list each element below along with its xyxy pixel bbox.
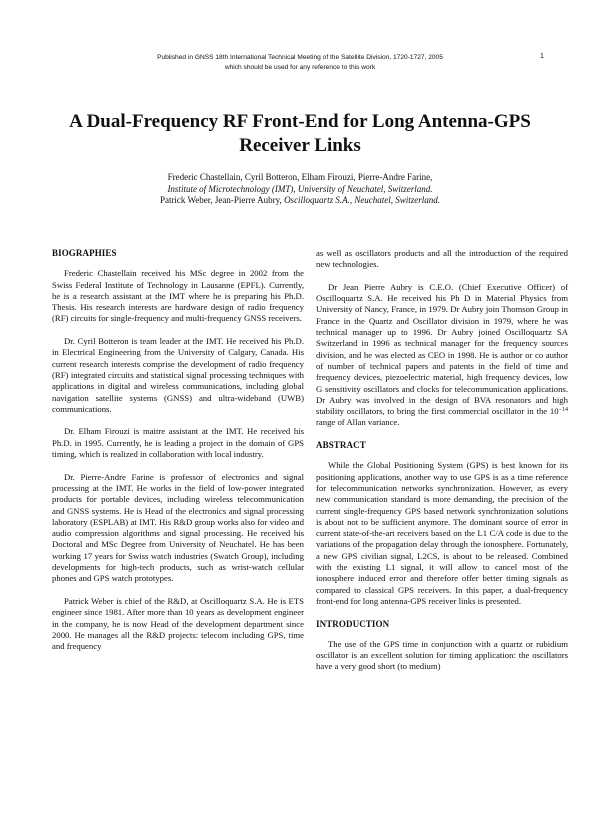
bio-aubry (316, 282, 568, 429)
page-number: 1 (540, 53, 544, 60)
running-header (0, 53, 600, 73)
bio-weber-continued: as well as oscillators products and all the introduction of the required new technologies. (316, 248, 568, 270)
bio-firouzi: Dr. Elham Firouzi is maitre assistant at the IMT. He received his Ph.D. in 1995. Currently, he is leading a project in the domain of GPS timing, which is realized in collaboration with local industry. (52, 426, 304, 460)
introduction-text: The use of the GPS time in conjunction with a quartz or rubidium oscillator is an excellent solution for timing application: the oscillators have a very good short (to medium) (316, 638, 568, 672)
paper-title (40, 110, 560, 158)
left-column (52, 248, 304, 664)
abstract-text: While the Global Positioning System (GPS) is best known for its positioning applications, another way to use GPS is as a time reference for telecommunication networks synchronization. However, as every new communication standard is more demanding, the precision of the current single-frequency GPS based network synchronization solutions is about not to be sufficient anymore. The dominant source of error in current state-of-the-art receivers based on the L1 C/A code is due to the variations of the propagation delay through the ionosphere. Fortunately, a new GPS civilian signal, L2CS, is about to be released. Combined with the existing L1 signal, it will allow to cancel most of the ionosphere induced error and therefore offer better timing signals as compared to classical GPS receivers. In this paper, a dual-frequency front-end for long antenna-GPS receiver links is presented. (316, 460, 568, 606)
author-names-2: Patrick Weber, Jean-Pierre Aubry, (159, 195, 285, 205)
title-line-1: A Dual-Frequency RF Front-End for Long Antenna-GPS (69, 111, 531, 132)
bio-aubry-text: Dr Jean Pierre Aubry is C.E.O. (Chief Executive Officer) of Oscilloquartz S.A. He received his Ph D in Material Physics from University of Nancy, France, in 1979. Dr Aubry join Thomson Group in France in the Quartz and Oscillator division in 1979, where he was technical manager up to 1996. Dr Aubry joined Oscilloquartz SA Switzerland in 1996 as technical manager for the frequency sources division, and he was elected as CEO in 1998. He is author or co author of number of technical papers and patents in the field of time and frequency devices, piezoelectric material, high frequency devices, low G sensitivity oscillators and clocks for telecommunication applications. Dr Aubry was involved in the design of BVA resonators and high stability oscillators, to bring the first commercial oscillator in the 10 (316, 281, 568, 417)
right-column (316, 248, 568, 684)
bio-aubry-text-end: range of Allan variance. (316, 417, 400, 428)
abstract-heading: ABSTRACT (316, 440, 366, 451)
header-line-1: Published in GNSS 18th International Technical Meeting of the Satellite Division, 1720-1727, 2005 (157, 54, 443, 61)
biographies-heading: BIOGRAPHIES (52, 248, 117, 258)
title-line-2: Receiver Links (239, 135, 361, 156)
bio-farine: Dr. Pierre-Andre Farine is professor of electronics and signal processing at the IMT. He works in the field of low-power integrated products for portable devices, including wireless telecommunication and GNSS systems. He is Head of the electronics and signal processing laboratory (ESPLAB) at IMT. His R&D group works also for video and audio compression algorithms and signal processing. He received his Doctoral and MSc Degree from University of Neuchatel. He has been working 17 years for Swiss watch industries (Swatch Group), including developments for high-tech products, such as wrist-watch cellular phones and GPS watch prototypes. (52, 471, 304, 584)
author-names-1: Frederic Chastellain, Cyril Botteron, Elham Firouzi, Pierre-Andre Farine, (167, 172, 433, 182)
bio-botteron: Dr. Cyril Botteron is team leader at the IMT. He received his Ph.D. in Electrical Engineering from the University of Calgary, Canada. His current research interests comprise the development of radio frequency (RF) integrated circuits and statistical signal processing techniques with applications in digital and wireless communications, including global navigation satellite systems (GNSS) and ultra-wideband (UWB) communications. (52, 336, 304, 414)
bio-weber: Patrick Weber is chief of the R&D, at Oscilloquartz S.A. He is ETS engineer since 1981. After more than 10 years as development engineer in the company, he is now Head of the development department since 2000. He manages all the R&D projects: telecom including GPS, time and frequency (52, 595, 304, 652)
author-affiliation-1: Institute of Microtechnology (IMT), University of Neuchatel, Switzerland. (167, 183, 433, 194)
author-affiliation-2: Oscilloquartz S.A., Neuchatel, Switzerland. (284, 195, 441, 205)
bio-aubry-exponent: −14 (558, 407, 568, 414)
author-line-2 (40, 195, 560, 207)
header-line-2: which should be used for any reference to this work (224, 64, 376, 71)
author-block (40, 172, 560, 207)
bio-chastellain: Frederic Chastellain received his MSc degree in 2002 from the Swiss Federal Institute of Technology in Lausanne (EPFL). Currently, he is a research assistant at the IMT where he is preparing his Ph.D. Thesis. His research interests are hardware design of radio frequency (RF) circuits for single-frequency and multi-frequency GNSS receivers. (52, 268, 304, 324)
introduction-heading: INTRODUCTION (316, 618, 390, 629)
